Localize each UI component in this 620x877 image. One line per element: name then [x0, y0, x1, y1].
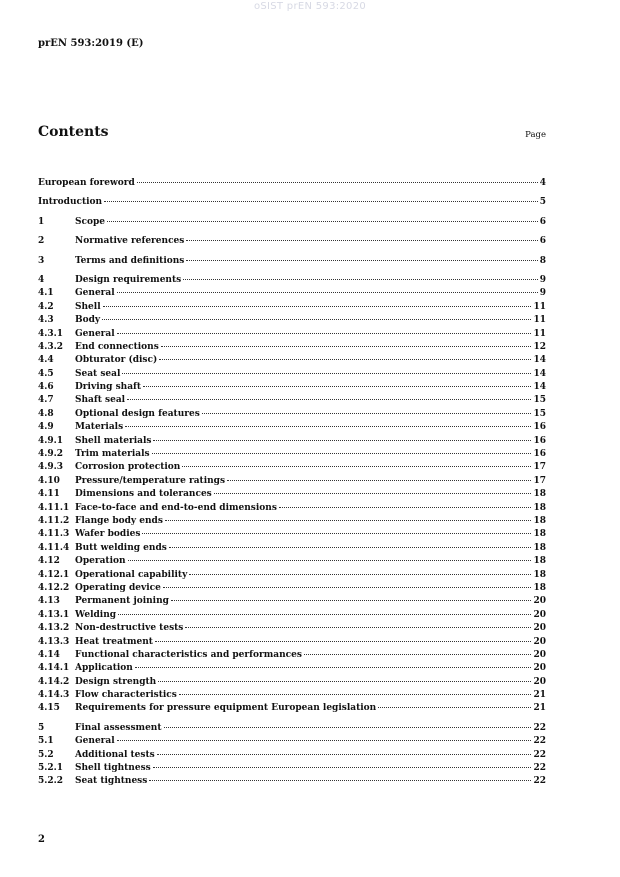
toc-entry[interactable] — [38, 636, 546, 649]
toc-entry-number: 4.13.2 — [38, 623, 70, 634]
dot-leader — [157, 753, 532, 755]
toc-entry-number: 4.11.2 — [38, 515, 70, 526]
dot-leader — [152, 452, 532, 454]
toc-entry-title: Seat tightness — [75, 776, 148, 787]
dot-leader — [155, 640, 532, 642]
dot-leader — [104, 200, 538, 202]
dot-leader — [117, 291, 538, 293]
dot-leader — [227, 479, 531, 481]
toc-entry-title: Operating device — [75, 582, 161, 593]
toc-entry-page: 5 — [539, 197, 546, 208]
toc-entry-page: 14 — [533, 368, 546, 379]
toc-entry-number: 5.2.1 — [38, 763, 64, 774]
toc-entry-title: Additional tests — [75, 749, 155, 760]
dot-leader — [161, 345, 532, 347]
toc-entry-page: 22 — [533, 722, 546, 733]
toc-entry[interactable] — [38, 287, 546, 300]
toc-entry-title: Design strength — [75, 676, 157, 687]
page-column-label: Page — [525, 130, 546, 140]
toc-entry-title: Driving shaft — [75, 382, 142, 393]
dot-leader — [158, 680, 531, 682]
toc-entry-page: 20 — [533, 663, 546, 674]
toc-entry[interactable] — [38, 689, 546, 702]
toc-entry-number: 4.9 — [38, 422, 54, 433]
toc-entry-title: Scope — [75, 216, 106, 227]
toc-entry-number: 4.12 — [38, 556, 60, 567]
toc-entry-title: Trim materials — [75, 449, 150, 460]
toc-entry-page: 16 — [533, 449, 546, 460]
toc-entry[interactable] — [38, 368, 546, 381]
dot-leader — [102, 318, 531, 320]
dot-leader — [165, 519, 532, 521]
toc-entry-title: Butt welding ends — [75, 542, 167, 553]
toc-entry-page: 18 — [533, 529, 546, 540]
toc-entry-number: 4.11.3 — [38, 529, 70, 540]
toc-entry[interactable] — [38, 649, 546, 662]
toc-entry[interactable] — [38, 301, 546, 314]
toc-entry[interactable] — [38, 216, 546, 229]
toc-entry-title: European foreword — [38, 178, 135, 188]
toc-entry[interactable] — [38, 555, 546, 568]
toc-entry-title: Pressure/temperature ratings — [75, 475, 226, 486]
dot-leader — [117, 739, 532, 741]
toc-entry-page: 15 — [533, 395, 546, 406]
toc-entry[interactable] — [38, 502, 546, 515]
dot-leader — [182, 465, 531, 467]
toc-entry-number: 5.2 — [38, 749, 54, 760]
toc-entry-title: Normative references — [75, 236, 185, 247]
toc-entry-title: Obturator (disc) — [75, 355, 158, 366]
toc-entry-number: 4.10 — [38, 475, 60, 486]
dot-leader — [118, 613, 531, 615]
toc-entry[interactable] — [38, 421, 546, 434]
toc-entry-page: 17 — [533, 475, 546, 486]
toc-entry-title: General — [75, 328, 115, 339]
dot-leader — [149, 779, 531, 781]
toc-entry-page: 18 — [533, 502, 546, 513]
dot-leader — [127, 398, 531, 400]
toc-entry-number: 4.3 — [38, 315, 54, 326]
toc-entry[interactable] — [38, 408, 546, 421]
toc-entry[interactable] — [38, 722, 546, 735]
toc-entry-title: Shell materials — [75, 435, 152, 446]
dot-leader — [185, 626, 531, 628]
toc-entry[interactable] — [38, 542, 546, 555]
table-of-contents — [38, 177, 546, 789]
toc-entry-number: 4.11.1 — [38, 502, 70, 513]
page-number: 2 — [38, 834, 45, 845]
toc-entry-page: 18 — [533, 542, 546, 553]
toc-entry[interactable] — [38, 394, 546, 407]
toc-entry[interactable] — [38, 488, 546, 501]
toc-entry-number: 4.6 — [38, 382, 54, 393]
toc-entry-page: 8 — [539, 255, 546, 266]
toc-entry[interactable] — [38, 255, 546, 268]
dot-leader — [122, 372, 531, 374]
dot-leader — [186, 239, 537, 241]
toc-entry-title: Operation — [75, 556, 126, 567]
toc-entry-page: 18 — [533, 582, 546, 593]
toc-entry-number: 4.5 — [38, 368, 54, 379]
dot-leader — [186, 259, 537, 261]
toc-entry-title: Permanent joining — [75, 596, 169, 607]
toc-entry-title: Final assessment — [75, 722, 162, 733]
toc-entry-title: Introduction — [38, 197, 103, 208]
toc-entry-page: 4 — [539, 178, 546, 188]
toc-entry-title: Functional characteristics and performances — [75, 649, 302, 660]
toc-entry-title: Operational capability — [75, 569, 188, 580]
toc-entry-page: 20 — [533, 636, 546, 647]
toc-entry[interactable] — [38, 609, 546, 622]
toc-entry-title: Shaft seal — [75, 395, 126, 406]
toc-entry-title: Heat treatment — [75, 636, 153, 647]
toc-entry[interactable] — [38, 448, 546, 461]
dot-leader — [103, 305, 532, 307]
toc-entry-page: 22 — [533, 763, 546, 774]
toc-entry-page: 18 — [533, 569, 546, 580]
dot-leader — [125, 425, 531, 427]
dot-leader — [279, 506, 532, 508]
dot-leader — [153, 766, 532, 768]
toc-entry-number: 4.9.2 — [38, 449, 64, 460]
toc-entry[interactable] — [38, 341, 546, 354]
toc-entry-title: Shell tightness — [75, 763, 151, 774]
toc-entry-page: 11 — [533, 328, 546, 339]
dot-leader — [153, 439, 531, 441]
toc-entry-title: Corrosion protection — [75, 462, 181, 473]
toc-entry[interactable] — [38, 582, 546, 595]
toc-entry-number: 4.2 — [38, 301, 54, 312]
dot-leader — [179, 693, 532, 695]
dot-leader — [128, 559, 532, 561]
toc-entry-title: Optional design features — [75, 408, 200, 419]
toc-entry-title: Flow characteristics — [75, 690, 177, 701]
toc-entry[interactable] — [38, 328, 546, 341]
toc-entry-page: 22 — [533, 749, 546, 760]
toc-entry-page: 9 — [539, 288, 546, 299]
dot-leader — [189, 573, 531, 575]
dot-leader — [378, 706, 531, 708]
toc-entry-number: 2 — [38, 236, 45, 247]
toc-entry-number: 4.1 — [38, 288, 54, 299]
dot-leader — [143, 385, 531, 387]
toc-entry-number: 4.3.2 — [38, 341, 64, 352]
toc-entry-title: Welding — [75, 609, 117, 620]
dot-leader — [142, 532, 531, 534]
toc-entry-number: 4.13 — [38, 596, 60, 607]
toc-entry-number: 4.15 — [38, 703, 60, 714]
contents-title: Contents — [38, 124, 109, 140]
toc-entry[interactable] — [38, 775, 546, 788]
toc-entry-title: General — [75, 288, 115, 299]
dot-leader — [183, 278, 538, 280]
toc-entry-number: 4.13.3 — [38, 636, 70, 647]
toc-entry-page: 9 — [539, 274, 546, 285]
toc-entry[interactable] — [38, 528, 546, 541]
toc-entry[interactable] — [38, 762, 546, 775]
toc-entry-title: Design requirements — [75, 274, 182, 285]
toc-entry[interactable] — [38, 354, 546, 367]
toc-entry-number: 4 — [38, 274, 45, 285]
toc-entry[interactable] — [38, 475, 546, 488]
toc-entry-number: 4.9.1 — [38, 435, 64, 446]
dot-leader — [164, 726, 532, 728]
toc-entry-title: Dimensions and tolerances — [75, 489, 212, 500]
toc-entry-number: 4.13.1 — [38, 609, 70, 620]
toc-entry-number: 4.12.2 — [38, 582, 70, 593]
toc-entry-number: 5 — [38, 722, 45, 733]
toc-entry-page: 17 — [533, 462, 546, 473]
toc-entry[interactable] — [38, 702, 546, 715]
toc-entry[interactable] — [38, 461, 546, 474]
toc-entry-page: 20 — [533, 676, 546, 687]
toc-entry-page: 20 — [533, 609, 546, 620]
toc-entry[interactable] — [38, 676, 546, 689]
toc-entry-page: 22 — [533, 776, 546, 787]
toc-entry-title: Terms and definitions — [75, 255, 185, 266]
toc-entry-page: 16 — [533, 422, 546, 433]
toc-entry-page: 18 — [533, 515, 546, 526]
toc-entry-title: Requirements for pressure equipment European legislation — [75, 703, 377, 714]
dot-leader — [171, 599, 532, 601]
toc-entry-number: 4.14.3 — [38, 690, 70, 701]
toc-entry-title: Face-to-face and end-to-end dimensions — [75, 502, 277, 513]
toc-entry[interactable] — [38, 381, 546, 394]
watermark: oSIST prEN 593:2020 — [253, 1, 367, 12]
toc-entry-number: 4.14.2 — [38, 676, 70, 687]
toc-entry-number: 1 — [38, 216, 45, 227]
toc-entry[interactable] — [38, 196, 546, 209]
toc-entry[interactable] — [38, 274, 546, 287]
toc-entry-number: 4.3.1 — [38, 328, 64, 339]
toc-entry-page: 6 — [539, 236, 546, 247]
dot-leader — [107, 220, 538, 222]
toc-entry[interactable] — [38, 435, 546, 448]
toc-entry[interactable] — [38, 569, 546, 582]
toc-entry-page: 12 — [533, 341, 546, 352]
dot-leader — [304, 653, 532, 655]
toc-entry-page: 14 — [533, 382, 546, 393]
toc-entry-page: 6 — [539, 216, 546, 227]
toc-entry-title: End connections — [75, 341, 159, 352]
toc-entry[interactable] — [38, 177, 546, 190]
toc-entry-number: 4.14.1 — [38, 663, 70, 674]
toc-entry-page: 18 — [533, 556, 546, 567]
toc-entry-page: 15 — [533, 408, 546, 419]
toc-entry[interactable] — [38, 749, 546, 762]
toc-entry-number: 4.14 — [38, 649, 60, 660]
toc-entry-page: 20 — [533, 596, 546, 607]
toc-entry[interactable] — [38, 515, 546, 528]
dot-leader — [214, 492, 532, 494]
dot-leader — [159, 358, 531, 360]
dot-leader — [202, 412, 532, 414]
toc-entry-title: Seat seal — [75, 368, 121, 379]
toc-entry-number: 4.8 — [38, 408, 54, 419]
toc-entry[interactable] — [38, 622, 546, 635]
dot-leader — [135, 666, 532, 668]
dot-leader — [137, 181, 538, 183]
toc-entry-title: Wafer bodies — [75, 529, 141, 540]
toc-entry[interactable] — [38, 595, 546, 608]
toc-entry-number: 4.11.4 — [38, 542, 70, 553]
toc-entry[interactable] — [38, 235, 546, 248]
toc-entry-number: 5.2.2 — [38, 776, 64, 787]
toc-entry-page: 18 — [533, 489, 546, 500]
toc-entry-number: 4.7 — [38, 395, 54, 406]
toc-entry-number: 5.1 — [38, 736, 54, 747]
toc-entry-title: Non-destructive tests — [75, 623, 184, 634]
toc-entry-title: Shell — [75, 301, 101, 312]
toc-entry-page: 21 — [533, 690, 546, 701]
toc-entry-number: 3 — [38, 255, 45, 266]
toc-entry-title: General — [75, 736, 115, 747]
toc-entry-number: 4.9.3 — [38, 462, 64, 473]
toc-entry[interactable] — [38, 314, 546, 327]
toc-entry[interactable] — [38, 735, 546, 748]
toc-entry-page: 21 — [533, 703, 546, 714]
toc-entry-page: 16 — [533, 435, 546, 446]
document-identifier: prEN 593:2019 (E) — [38, 38, 144, 49]
toc-entry-page: 20 — [533, 623, 546, 634]
toc-entry-title: Flange body ends — [75, 515, 163, 526]
toc-entry-number: 4.11 — [38, 489, 60, 500]
toc-entry-page: 22 — [533, 736, 546, 747]
toc-entry-title: Body — [75, 315, 101, 326]
dot-leader — [169, 546, 532, 548]
toc-entry-page: 14 — [533, 355, 546, 366]
toc-entry-title: Materials — [75, 422, 124, 433]
dot-leader — [117, 332, 532, 334]
toc-entry-title: Application — [75, 663, 133, 674]
toc-entry-page: 11 — [533, 315, 546, 326]
toc-entry[interactable] — [38, 662, 546, 675]
toc-entry-number: 4.4 — [38, 355, 54, 366]
toc-entry-page: 20 — [533, 649, 546, 660]
dot-leader — [163, 586, 532, 588]
toc-entry-page: 11 — [533, 301, 546, 312]
toc-entry-number: 4.12.1 — [38, 569, 70, 580]
